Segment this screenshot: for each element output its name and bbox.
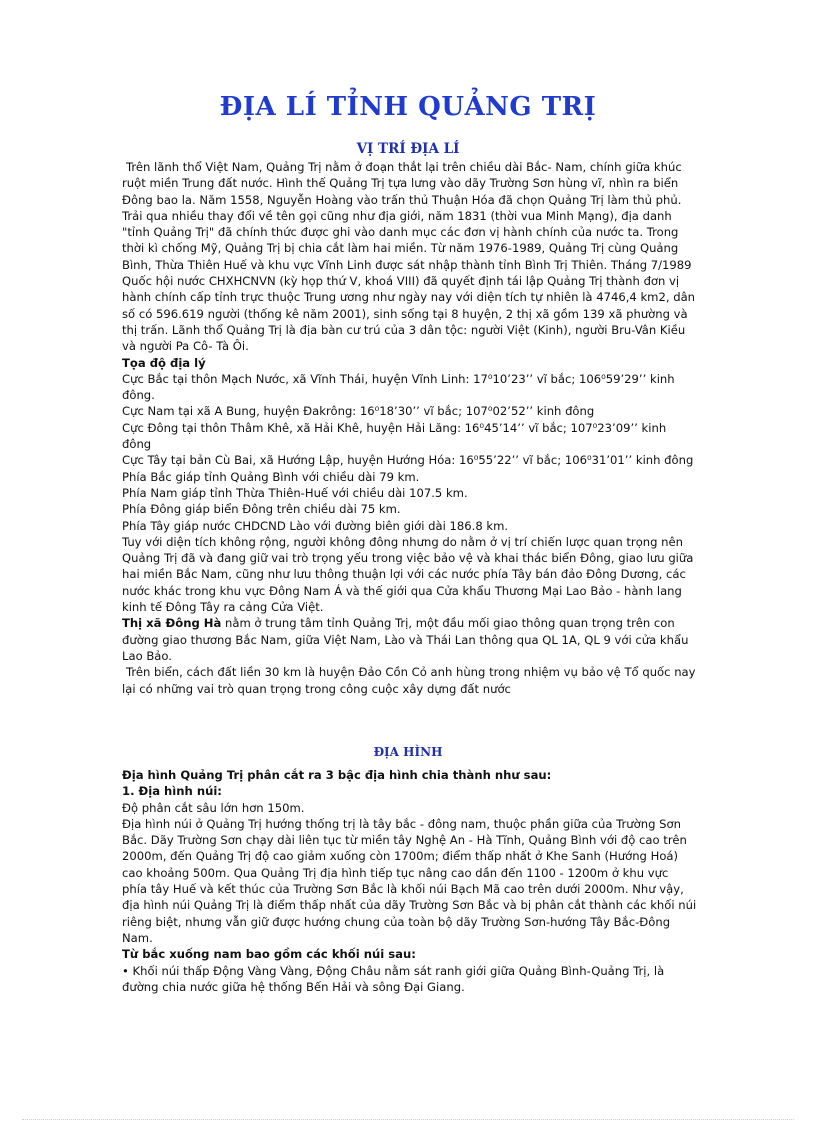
coord-north: Cực Bắc tại thôn Mạch Nước, xã Vĩnh Thái, huyện Vĩnh Linh: 17⁰10’23’’ vĩ bắc; 106⁰59’29’’ kinh đông. bbox=[122, 371, 675, 403]
mountain-blocks-subheading: Từ bắc xuống nam bao gồm các khối núi sau: bbox=[122, 947, 416, 962]
sea-paragraph: Trên biển, cách đất liền 30 km là huyện Đảo Cồn Cỏ anh hùng trong nhiệm vụ bảo vệ Tổ quốc nay lại có những vai trò quan trọng trong công cuộc xây dựng đất nước bbox=[122, 665, 696, 696]
section-heading-location: VỊ TRÍ ĐỊA LÍ bbox=[356, 141, 460, 157]
location-section-body bbox=[122, 159, 697, 697]
mountain-subheading: 1. Địa hình núi: bbox=[122, 784, 222, 799]
mountain-description-paragraph: Địa hình núi ở Quảng Trị hướng thống trị là tây bắc - đông nam, thuộc phần giữa của Trường Sơn Bắc. Dãy Trường Sơn chạy dài liên tục từ miền tây Nghệ An - Hà Tĩnh, Quảng Bình với độ cao trên 2000m, đến Quảng Trị độ cao giảm xuống còn 1700m; điểm thấp nhất ở Khe Sanh (Hướng Hoá) cao khoảng 500m. Qua Quảng Trị địa hình tiếp tục nâng cao dần đến 1100 - 1200m ở khu vực phía tây Huế và kết thúc của Trường Sơn Bắc là khối núi Bạch Mã cao trên dưới 2000m. Như vậy, địa hình núi Quảng Trị là điểm thấp nhất của dãy Trường Sơn Bắc và bị phân cắt thành các khối núi riêng biệt, nhưng vẫn giữ được hướng chung của toàn bộ dãy Trường Sơn-hướng Tây Bắc-Đông Nam. bbox=[122, 816, 697, 945]
coord-east: Cực Đông tại thôn Thâm Khê, xã Hải Khê, huyện Hải Lăng: 16⁰45’14’’ vĩ bắc; 107⁰23’09’’ kinh đông bbox=[122, 420, 667, 452]
terrain-section-body bbox=[122, 767, 697, 995]
dongha-paragraph bbox=[122, 615, 697, 664]
mountain-block-bullet: • Khối núi thấp Động Vàng Vàng, Động Châu nằm sát ranh giới giữa Quảng Bình-Quảng Trị, là đường chia nước giữa hệ thống Bến Hải và sông Đại Giang. bbox=[122, 963, 665, 994]
terrain-lead: Địa hình Quảng Trị phân cắt ra 3 bậc địa hình chia thành như sau: bbox=[122, 768, 552, 782]
coordinates-heading: Tọa độ địa lý bbox=[122, 355, 206, 370]
page-title: ĐỊA LÍ TỈNH QUẢNG TRỊ bbox=[219, 92, 597, 122]
coord-west: Cực Tây tại bản Cù Bai, xã Hướng Lập, huyện Hướng Hóa: 16⁰55’22’’ vĩ bắc; 106⁰31’01’’ kinh đông bbox=[122, 453, 694, 468]
coord-south: Cực Nam tại xã A Bung, huyện Đakrông: 16⁰18’30’’ vĩ bắc; 107⁰02’52’’ kinh đông bbox=[122, 404, 595, 419]
border-north: Phía Bắc giáp tỉnh Quảng Bình với chiều dài 79 km. bbox=[122, 469, 420, 484]
strategic-paragraph: Tuy với diện tích không rộng, người không đông nhưng do nằm ở vị trí chiến lược quan trọng nên Quảng Trị đã và đang giữ vai trò trọng yếu trong việc bảo vệ và khai thác biển Đông, giao lưu giữa hai miền Bắc Nam, cũng như lưu thông thuận lợi với các nước phía Tây bán đảo Đông Dương, các nước khác trong khu vực Đông Nam Á và thế giới qua Cửa khẩu Thương Mại Lao Bảo - hành lang kinh tế Đông Tây ra cảng Cửa Việt. bbox=[122, 534, 694, 615]
border-west: Phía Tây giáp nước CHDCND Lào với đường biên giới dài 186.8 km. bbox=[122, 518, 509, 533]
intro-paragraph: Trên lãnh thổ Việt Nam, Quảng Trị nằm ở đoạn thắt lại trên chiều dài Bắc- Nam, chính giữa khúc ruột miền Trung đất nước. Hình thế Quảng Trị tựa lưng vào dãy Trường Sơn hùng vĩ, nhìn ra biển Đông bao la. Năm 1558, Nguyễn Hoàng vào trấn thủ Thuận Hóa đã chọn Quảng Trị làm thủ phủ. Trải qua nhiều thay đổi về tên gọi cũng như địa giới, năm 1831 (thời vua Minh Mạng), địa danh "tỉnh Quảng Trị" đã chính thức được ghi vào danh mục các đơn vị hành chính của nước ta. Trong thời kì chống Mỹ, Quảng Trị bị chia cắt làm hai miền. Từ năm 1976-1989, Quảng Trị cùng Quảng Bình, Thừa Thiên Huế và khu vực Vĩnh Linh được sát nhập thành tỉnh Bình Trị Thiên. Tháng 7/1989 Quốc hội nước CHXHCNVN (kỳ họp thứ V, khoá VIII) đã quyết định tái lập Quảng Trị thành đơn vị hành chính cấp tỉnh trực thuộc Trung ương như ngày nay với diện tích tự nhiên là 4746,4 km2, dân số có 596.619 người (thống kê năm 2001), sinh sống tại 8 huyện, 2 thị xã gồm 139 xã phường và thị trấn. Lãnh thổ Quảng Trị là địa bàn cư trú của 3 dân tộc: người Việt (Kinh), người Bru-Vân Kiều và người Pa Cô- Tà Ôi. bbox=[122, 160, 696, 354]
dongha-text: nằm ở trung tâm tỉnh Quảng Trị, một đầu mối giao thông quan trọng trên con đường giao thương Bắc Nam, giữa Việt Nam, Lào và Thái Lan thông qua QL 1A, QL 9 với cửa khẩu Lao Bảo. bbox=[122, 616, 689, 663]
section-heading-terrain: ĐỊA HÌNH bbox=[373, 745, 443, 759]
dongha-bold-label: Thị xã Đông Hà bbox=[122, 616, 222, 631]
page-bottom-divider bbox=[22, 1119, 794, 1120]
border-east: Phía Đông giáp biển Đông trên chiều dài 75 km. bbox=[122, 502, 401, 517]
mountain-depth-paragraph: Độ phân cắt sâu lớn hơn 150m. bbox=[122, 800, 305, 815]
border-south: Phía Nam giáp tỉnh Thừa Thiên-Huế với chiều dài 107.5 km. bbox=[122, 485, 468, 500]
